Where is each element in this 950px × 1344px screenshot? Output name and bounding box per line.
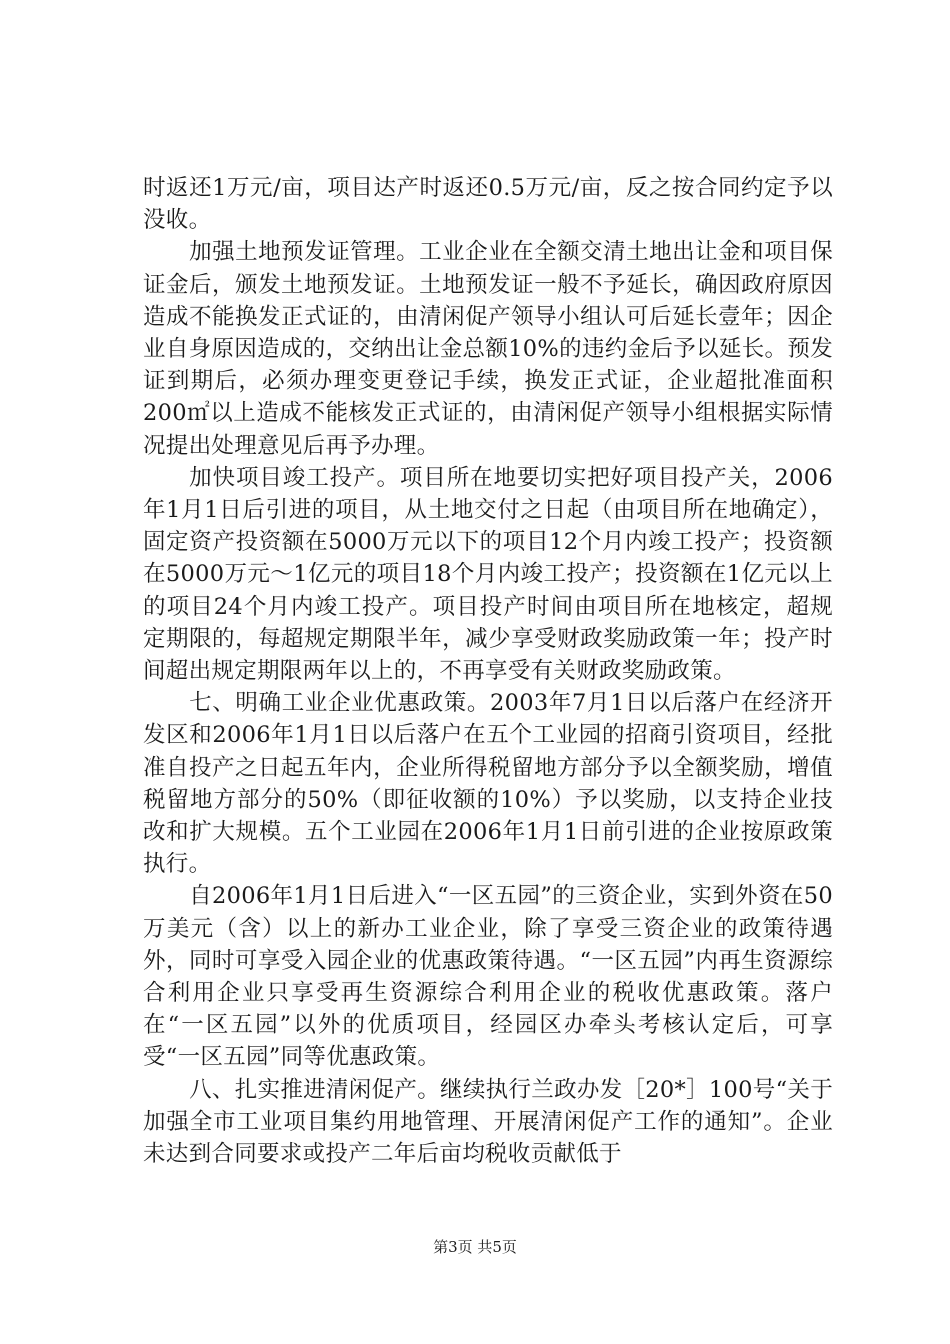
paragraph-land-certificate: 加强土地预发证管理。工业企业在全额交清土地出让金和项目保证金后，颁发土地预发证。土地预发证一般不予延长，确因政府原因造成不能换发正式证的，由清闲促产领导小组认可后延长壹年；因企业自身原因造成的，交纳出让金总额10%的违约金后予以延长。预发证到期后，必须办理变更登记手续，换发正式证，企业超批准面积200㎡以上造成不能核发正式证的，由清闲促产领导小组根据实际情况提出处理意见后再予办理。 [143,239,833,459]
paragraph-continuation: 时返还1万元/亩，项目达产时返还0.5万元/亩，反之按合同约定予以没收。 [143,175,833,234]
paragraph-section-eight: 八、扎实推进清闲促产。继续执行兰政办发［20*］100号“关于加强全市工业项目集约用地管理、开展清闲促产工作的通知”。企业未达到合同要求或投产二年后亩均税收贡献低于 [143,1076,833,1168]
paragraph-project-completion: 加快项目竣工投产。项目所在地要切实把好项目投产关，2006年1月1日后引进的项目，从土地交付之日起（由项目所在地确定），固定资产投资额在5000万元以下的项目12个月内竣工投产；投资额在5000万元～1亿元的项目18个月内竣工投产；投资额在1亿元以上的项目24个月内竣工投产。项目投产时间由项目所在地核定，超规定期限的，每超规定期限半年，减少享受财政奖励政策一年；投产时间超出规定期限两年以上的，不再享受有关财政奖励政策。 [143,464,833,685]
page-number-footer: 第3页 共5页 [433,1238,517,1256]
document-body [143,172,833,1170]
paragraph-section-seven: 七、明确工业企业优惠政策。2003年7月1日以后落户在经济开发区和2006年1月1日以后落户在五个工业园的招商引资项目，经批准自投产之日起五年内，企业所得税留地方部分予以全额奖励，增值税留地方部分的50%（即征收额的10%）予以奖励，以支持企业技改和扩大规模。五个工业园在2006年1月1日前引进的企业按原政策执行。 [143,690,833,878]
paragraph-foreign-enterprise: 自2006年1月1日后进入“一区五园”的三资企业，实到外资在50万美元（含）以上的新办工业企业，除了享受三资企业的政策待遇外，同时可享受入园企业的优惠政策待遇。“一区五园”内再生资源综合利用企业只享受再生资源综合利用企业的税收优惠政策。落户在“一区五园”以外的优质项目，经园区办牵头考核认定后，可享受“一区五园”同等优惠政策。 [143,883,833,1071]
